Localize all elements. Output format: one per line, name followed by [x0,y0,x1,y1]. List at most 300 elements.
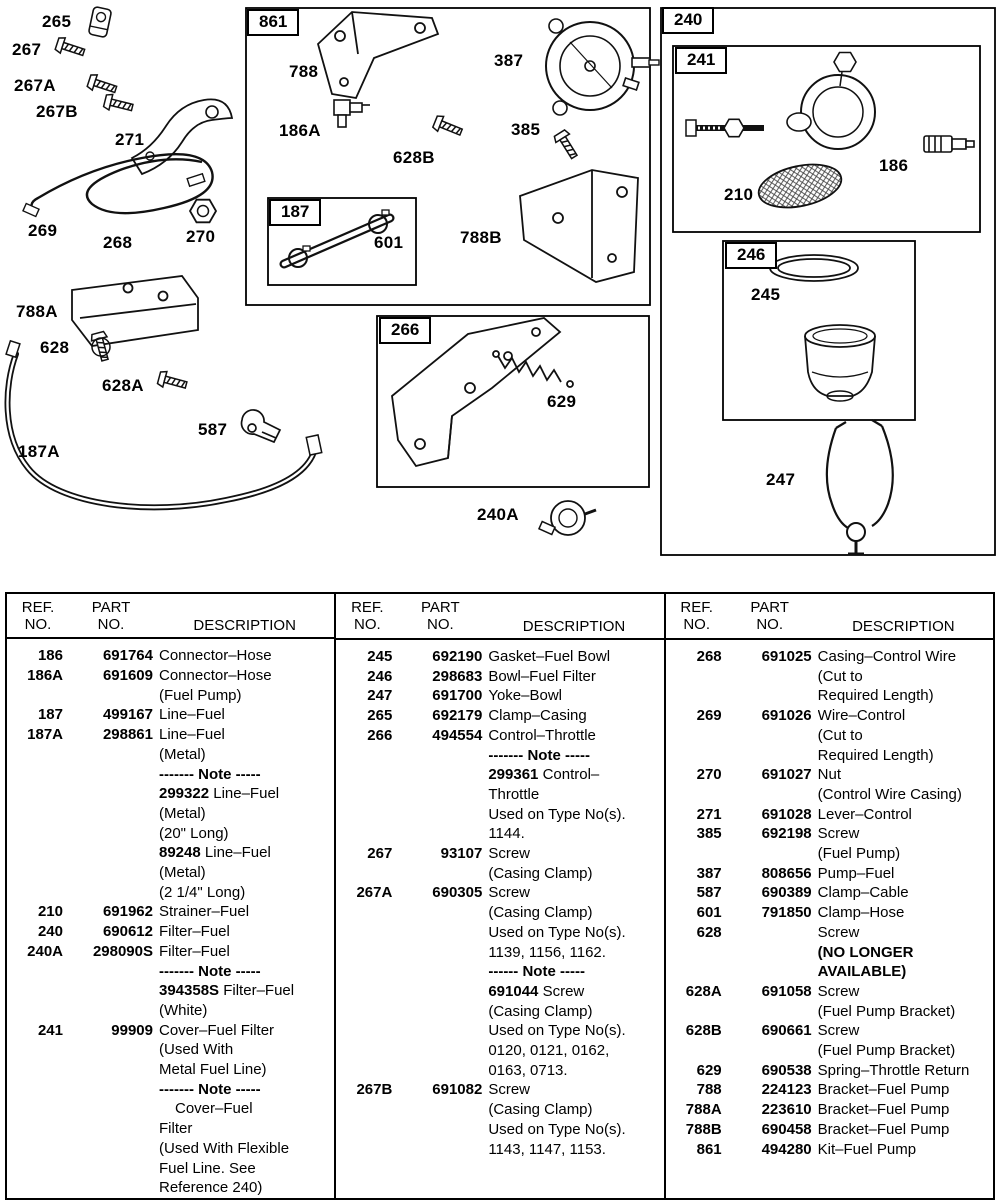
ref-no-cell: 186 [37,647,63,665]
header-ref-no: NO. [353,616,381,633]
part-no-cell: 791850 [761,904,812,922]
ref-no-cell [342,923,392,943]
part-label-628: 628 [40,338,70,357]
ref-no-cell [672,943,722,963]
parts-rows-column-1 [7,639,334,1198]
parts-table-row [7,981,334,1001]
part-788b-bracket [520,170,638,282]
part-label-788: 788 [289,62,319,81]
ref-no-cell: 240 [37,923,63,941]
group-label-246: 246 [725,242,777,269]
part-label-601: 601 [374,233,404,252]
part-no-cell [69,765,153,785]
parts-table-row [336,864,663,884]
ref-no-cell: 245 [367,648,393,665]
ref-no-cell: 247 [367,687,393,705]
ref-no-cell [13,962,63,982]
part-no-cell: 494554 [432,726,483,744]
header-ref-no: NO. [683,616,710,633]
description-cell: (Casing Clamp) [488,904,593,922]
table-header [336,594,663,640]
part-label-385: 385 [511,120,541,139]
ref-no-cell: 788 [696,1081,722,1099]
part-246-bowl [805,325,875,401]
ref-no-cell: 265 [367,707,393,725]
ref-no-cell: 628 [696,923,722,941]
parts-table-row [336,1080,663,1100]
header-ref-no: NO. [24,616,52,633]
header-description: DESCRIPTION [193,617,296,635]
parts-table-row [666,706,993,726]
description-cell: (Fuel Pump) [817,845,901,863]
description-cell: Line–Fuel [159,706,225,724]
part-no-cell [398,1100,482,1120]
description-cell: Bracket–Fuel Pump [817,1120,950,1138]
part-no-cell: 499167 [102,706,153,724]
description-cell: 299322 Line–Fuel [159,785,280,803]
ref-no-cell [13,765,63,785]
description-cell: (Metal) [159,864,206,882]
header-ref: REF. [680,599,713,616]
part-268-269-casing-wire [23,154,213,216]
parts-rows-column-3 [666,640,993,1159]
parts-table-row [7,1060,334,1080]
description-cell: (20" Long) [159,824,229,842]
ref-no-cell: 241 [37,1021,63,1039]
part-no-cell [398,1120,482,1140]
parts-table-row [666,1021,993,1041]
part-no-cell [398,982,482,1002]
description-cell: Pump–Fuel [817,864,895,882]
description-cell: 0120, 0121, 0162, [488,1042,610,1060]
description-cell: Used on Type No(s). [488,1120,626,1138]
part-no-cell [398,903,482,923]
part-no-cell: 692198 [761,825,812,843]
parts-table-column-3 [664,594,993,1198]
part-no-cell [728,726,812,746]
parts-table-row [336,1041,663,1061]
ref-no-cell [342,1061,392,1081]
part-no-cell [69,745,153,765]
ref-no-cell: 271 [696,805,722,823]
part-no-cell [69,784,153,804]
description-cell: (Casing Clamp) [488,1002,593,1020]
ref-no-cell [13,1159,63,1179]
part-no-cell [728,1041,812,1061]
ref-no-cell [342,765,392,785]
ref-no-cell [672,844,722,864]
parts-table-row [666,1120,993,1140]
ref-no-cell [672,1041,722,1061]
parts-table-row [336,1002,663,1022]
header-description: DESCRIPTION [522,618,626,635]
part-no-cell [398,864,482,884]
parts-table-row [7,666,334,686]
ref-no-cell [13,1119,63,1139]
header-ref: REF. [21,599,55,616]
part-no-cell [728,746,812,766]
ref-no-cell [13,686,63,706]
ref-no-cell: 187 [37,706,63,724]
parts-table-row [7,1139,334,1159]
parts-table-row [336,706,663,726]
part-no-cell [728,962,812,982]
description-cell: Cover–Fuel [175,1100,253,1118]
description-cell: 691044 Screw [488,982,585,1000]
description-cell: (2 1/4" Long) [159,883,246,901]
part-no-cell [69,981,153,1001]
parts-table-row [666,883,993,903]
part-628b-screw [432,114,464,139]
part-label-271: 271 [115,130,145,149]
description-cell: (White) [159,1001,208,1019]
parts-table-row [336,943,663,963]
ref-no-cell: 861 [696,1140,722,1158]
part-267-screw [55,36,87,60]
header-ref: REF. [351,599,384,616]
ref-no-cell [342,903,392,923]
description-cell: Spring–Throttle Return [817,1061,970,1079]
parts-table-row [7,804,334,824]
description-cell: Nut [817,766,841,784]
parts-table-row [666,1100,993,1120]
part-no-cell [398,1021,482,1041]
part-no-cell [728,1002,812,1022]
part-no-cell: 99909 [111,1021,153,1039]
description-cell: (Fuel Pump) [159,686,242,704]
ref-no-cell [342,1021,392,1041]
description-cell: (Control Wire Casing) [817,785,962,803]
part-no-cell [69,1178,153,1198]
description-cell: 299361 Control– [488,766,600,784]
parts-table-row [336,962,663,982]
part-label-269: 269 [28,221,58,240]
description-cell: Reference 240) [159,1179,263,1197]
header-part-no: NO. [97,616,125,633]
ref-no-cell [13,1001,63,1021]
part-186-connector [924,136,974,152]
ref-no-cell [342,943,392,963]
description-cell: Control–Throttle [488,726,596,744]
ref-no-cell: 387 [696,864,722,882]
part-210-strainer [755,158,845,215]
parts-table-column-1 [7,594,334,1198]
description-cell: (Casing Clamp) [488,864,593,882]
part-no-cell: 690661 [761,1022,812,1040]
group-label-187: 187 [269,199,321,226]
parts-table-row [666,726,993,746]
part-no-cell: 690538 [761,1061,812,1079]
table-header [666,594,993,640]
parts-table-row [336,1061,663,1081]
parts-table-row [7,765,334,785]
ref-no-cell [342,785,392,805]
ref-no-cell [13,824,63,844]
part-587-clamp [242,410,280,442]
part-label-186a: 186A [279,121,321,140]
part-247-yoke [827,420,893,554]
parts-table-row [7,705,334,725]
parts-table-row [7,883,334,903]
part-no-cell: 494280 [761,1140,812,1158]
parts-table-row [666,824,993,844]
description-cell: Required Length) [817,687,934,705]
part-186a-connector [334,100,370,127]
header-part: PART [750,599,789,616]
ref-no-cell [672,667,722,687]
ref-no-cell [342,824,392,844]
part-no-cell: 691026 [761,707,812,725]
part-no-cell: 692179 [432,707,483,725]
description-cell: Fuel Line. See [159,1159,256,1177]
description-cell: (Cut to [817,726,863,744]
parts-table-row [666,1080,993,1100]
parts-table-row [666,667,993,687]
parts-table-row [666,647,993,667]
parts-table-row [336,824,663,844]
parts-table-row [336,785,663,805]
ref-no-cell: 268 [696,648,722,665]
part-no-cell: 690458 [761,1120,812,1138]
part-label-186: 186 [879,156,909,175]
part-no-cell: 690389 [761,884,812,902]
part-no-cell [728,844,812,864]
parts-table-row [336,686,663,706]
part-label-788b: 788B [460,228,502,247]
part-265-clamp [88,6,111,37]
part-241-valve-screw [686,119,764,136]
part-no-cell [69,1001,153,1021]
description-cell: Screw [488,884,531,902]
description-cell: (Used With Flexible [159,1139,290,1157]
description-cell: (Metal) [159,804,206,822]
parts-table-row [666,765,993,785]
ref-no-cell: 266 [367,726,393,744]
header-part-no: NO. [426,616,454,633]
description-cell: 1144. [488,825,525,843]
part-no-cell: 93107 [440,845,483,863]
ref-no-cell [672,746,722,766]
part-no-cell: 691058 [761,982,812,1000]
group-label-241: 241 [675,47,727,74]
description-cell: Casing–Control Wire [817,648,957,665]
part-no-cell [398,1002,482,1022]
part-no-cell [398,765,482,785]
ref-no-cell: 601 [696,904,722,922]
description-cell: Used on Type No(s). [488,805,626,823]
parts-table-row [336,765,663,785]
ref-no-cell [672,686,722,706]
description-cell: ------- Note ----- [159,962,261,980]
parts-table-row [336,923,663,943]
description-cell: 394358S Filter–Fuel [159,982,295,1000]
part-label-245: 245 [751,285,781,304]
part-no-cell [69,686,153,706]
part-label-387: 387 [494,51,524,70]
parts-table-row [7,1001,334,1021]
group-label-240: 240 [662,7,714,34]
parts-table-row [7,1099,334,1119]
description-cell: (Cut to [817,667,863,685]
part-label-267b: 267B [36,102,78,121]
part-no-cell [69,1099,153,1119]
part-label-265: 265 [42,12,72,31]
part-no-cell [398,1140,482,1160]
description-cell: Used on Type No(s). [488,923,626,941]
part-no-cell [398,943,482,963]
parts-table-row [336,1021,663,1041]
parts-table-row [7,1159,334,1179]
parts-table-row [666,1002,993,1022]
description-cell: Screw [817,825,860,843]
description-cell: Wire–Control [817,707,906,725]
parts-table-row [7,843,334,863]
ref-no-cell [672,785,722,805]
parts-table-row [7,745,334,765]
ref-no-cell [13,1040,63,1060]
ref-no-cell [13,784,63,804]
description-cell: Screw [817,982,860,1000]
ref-no-cell [342,1100,392,1120]
parts-table-row [7,922,334,942]
ref-no-cell [13,863,63,883]
description-cell: 1143, 1147, 1153. [488,1140,606,1158]
part-no-cell [398,1041,482,1061]
part-no-cell [398,746,482,766]
header-part: PART [91,599,131,616]
part-no-cell [728,943,812,963]
part-no-cell [69,1040,153,1060]
description-cell: (Casing Clamp) [488,1101,593,1119]
parts-table-row [7,1040,334,1060]
ref-no-cell: 267 [367,845,393,863]
description-cell: Lever–Control [817,805,912,823]
part-no-cell [728,785,812,805]
parts-table-row [336,1120,663,1140]
ref-no-cell [342,1002,392,1022]
part-no-cell: 691028 [761,805,812,823]
parts-table-row [336,903,663,923]
parts-table-row [336,1100,663,1120]
ref-no-cell [13,1139,63,1159]
description-cell: Throttle [488,785,540,803]
ref-no-cell: 186A [27,667,63,685]
part-no-cell: 808656 [761,864,812,882]
part-no-cell [69,1159,153,1179]
part-241-cover [787,53,875,150]
description-cell: Strainer–Fuel [159,903,250,921]
part-no-cell: 691027 [761,766,812,784]
part-240a-filter [539,501,596,535]
parts-table-row [666,962,993,982]
part-label-628b: 628B [393,148,435,167]
part-no-cell [398,1061,482,1081]
part-label-267a: 267A [14,76,56,95]
description-cell: (NO LONGER [817,943,914,961]
parts-list-table [5,592,995,1200]
part-no-cell: 692190 [432,648,483,665]
description-cell: Bracket–Fuel Pump [817,1101,950,1119]
ref-no-cell [13,1060,63,1080]
description-cell: Clamp–Hose [817,904,905,922]
ref-no-cell [13,981,63,1001]
part-no-cell [69,1060,153,1080]
part-387-pump [546,19,659,115]
description-cell: ------ Note ----- [488,963,585,981]
description-cell: Filter–Fuel [159,942,230,960]
ref-no-cell: 267A [356,884,393,902]
description-cell: Line–Fuel [159,726,225,744]
part-no-cell: 691609 [102,667,153,685]
ref-no-cell [342,1140,392,1160]
ref-no-cell: 240A [27,942,63,960]
part-no-cell: 691700 [432,687,483,705]
parts-table-row [666,943,993,963]
description-cell: Metal Fuel Line) [159,1061,267,1079]
ref-no-cell [342,805,392,825]
description-cell: Screw [488,1081,531,1099]
part-no-cell [69,1119,153,1139]
part-no-cell: 223610 [761,1101,812,1119]
parts-table-row [7,942,334,962]
ref-no-cell: 788B [685,1120,722,1138]
parts-table-row [666,746,993,766]
parts-table-row [7,725,334,745]
parts-table-row [7,784,334,804]
parts-table-row [666,844,993,864]
ref-no-cell: 269 [696,707,722,725]
part-no-cell [69,804,153,824]
part-label-788a: 788A [16,302,58,321]
description-cell: (Fuel Pump Bracket) [817,1042,956,1060]
table-header [7,594,334,639]
description-cell: Filter–Fuel [159,923,230,941]
ref-no-cell: 210 [37,903,63,921]
parts-table-row [7,824,334,844]
ref-no-cell [13,1099,63,1119]
parts-table-row [336,844,663,864]
part-187a-fuel-line [6,341,322,508]
ref-no-cell: 270 [696,766,722,784]
ref-no-cell [672,726,722,746]
parts-table-row [7,686,334,706]
parts-table-row [666,903,993,923]
ref-no-cell [342,962,392,982]
description-cell: 0163, 0713. [488,1061,568,1079]
parts-table-row [336,647,663,667]
description-cell: Yoke–Bowl [488,687,562,705]
description-cell: AVAILABLE) [817,963,907,981]
part-label-629: 629 [547,392,577,411]
part-no-cell: 298683 [432,667,483,685]
header-description: DESCRIPTION [852,618,955,635]
part-788-bracket [318,12,438,98]
ref-no-cell: 187A [27,726,63,744]
ref-no-cell [342,864,392,884]
ref-no-cell [13,1080,63,1100]
header-part: PART [421,599,460,616]
part-no-cell: 691082 [432,1081,483,1099]
ref-no-cell: 629 [696,1061,722,1079]
part-385-screw [553,129,581,161]
ref-no-cell [13,843,63,863]
parts-table-row [666,923,993,943]
part-label-267: 267 [12,40,42,59]
parts-table-row [336,746,663,766]
parts-table-row [666,982,993,1002]
parts-table-row [666,805,993,825]
ref-no-cell: 246 [367,667,393,685]
